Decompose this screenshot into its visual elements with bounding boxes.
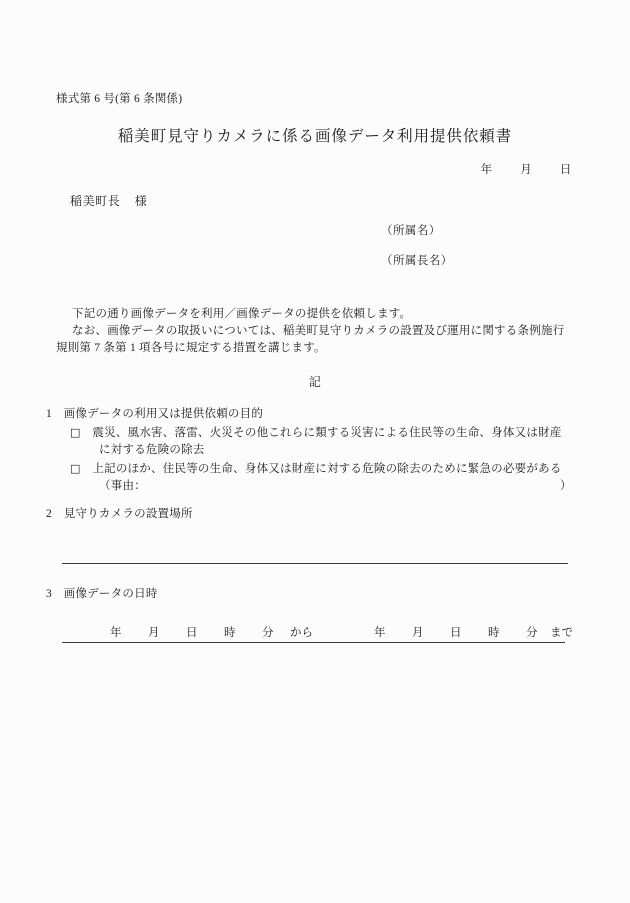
reason-field-label[interactable]: （事由： — [99, 480, 146, 492]
purpose-option-2-text: 上記のほか、住民等の生命、身体又は財産に対する危険の除去のために緊急の必要がある — [92, 463, 562, 475]
body-paragraph-2-line-1: なお、画像データの取扱いについては、稲美町見守りカメラの設置及び運用に関する条例施行 — [72, 325, 565, 337]
date-entry-line[interactable]: 年 月 日 — [480, 164, 572, 176]
end-year-label: 年 — [374, 627, 386, 639]
reason-field-close-paren: ） — [560, 480, 572, 492]
affiliation-head-name-field[interactable]: （所属長名） — [381, 255, 453, 267]
document-title: 稲美町見守りカメラに係る画像データ利用提供依頼書 — [117, 128, 513, 145]
camera-location-write-in-line[interactable] — [62, 563, 568, 564]
range-to-label: まで — [550, 627, 573, 639]
addressee-line: 稲美町長 様 — [70, 194, 148, 208]
start-minute-label: 分 — [262, 627, 274, 639]
start-month-label: 月 — [148, 627, 160, 639]
section-2-label: 見守りカメラの設置場所 — [63, 508, 193, 520]
section-3-label: 画像データの日時 — [63, 588, 158, 600]
section-1-number: 1 — [46, 408, 52, 420]
end-hour-label: 時 — [488, 627, 500, 639]
section-2-heading — [46, 506, 193, 523]
start-year-label: 年 — [110, 627, 122, 639]
section-3-heading — [46, 586, 158, 603]
start-day-label: 日 — [186, 627, 198, 639]
ki-marker: 記 — [308, 375, 322, 389]
end-day-label: 日 — [450, 627, 462, 639]
end-minute-label: 分 — [526, 627, 538, 639]
end-month-label: 月 — [412, 627, 424, 639]
body-paragraph-1: 下記の通り画像データを利用／画像データの提供を依頼します。 — [72, 308, 412, 320]
section-1-heading — [46, 406, 263, 423]
checkbox-icon[interactable]: □ — [70, 426, 81, 439]
datetime-range-write-in-line[interactable] — [62, 620, 573, 643]
affiliation-name-field[interactable]: （所属名） — [381, 225, 441, 237]
purpose-option-1[interactable] — [70, 425, 562, 442]
range-from-label: から — [290, 627, 313, 639]
section-2-number: 2 — [46, 508, 52, 520]
checkbox-icon[interactable]: □ — [70, 462, 81, 475]
body-paragraph-2-line-2: 規則第 7 条第 1 項各号に規定する措置を講じます。 — [56, 342, 326, 354]
section-1-label: 画像データの利用又は提供依頼の目的 — [63, 408, 264, 420]
start-hour-label: 時 — [224, 627, 236, 639]
purpose-option-2[interactable] — [70, 461, 562, 478]
section-3-number: 3 — [46, 588, 52, 600]
purpose-option-1-text: 震災、風水害、落雷、火災その他これらに類する災害による住民等の生命、身体又は財産 — [92, 427, 562, 439]
purpose-option-1-text-continued: に対する危険の除去 — [99, 444, 205, 456]
form-number: 様式第 6 号(第 6 条関係) — [56, 93, 183, 105]
